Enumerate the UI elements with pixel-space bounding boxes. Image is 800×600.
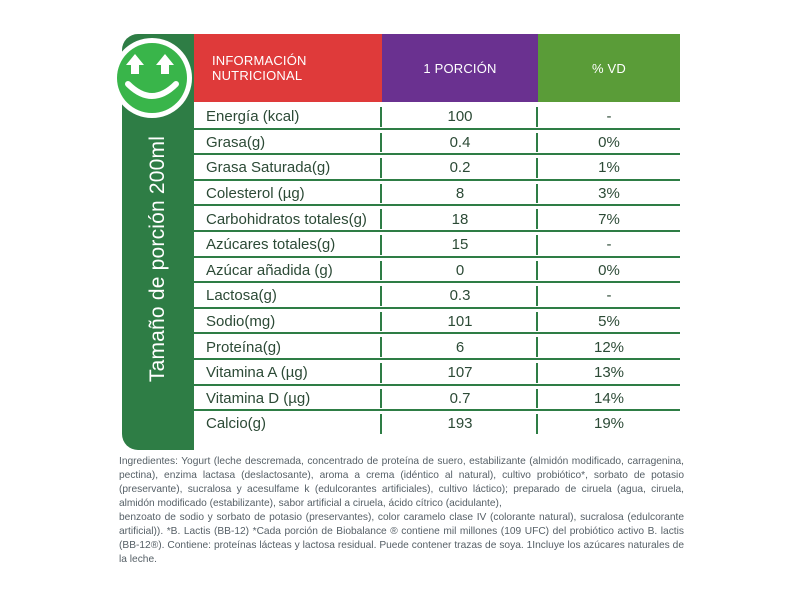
- ingredients-paragraph: Ingredientes: Yogurt (leche descremada, concentrado de proteína de suero, estabilizante (almidón modificado, carragenina, pectina), enzima lactasa (deslactosante), aroma a crema (idéntico al natural), cultivo probiótico*, sorbato de potasio (preservante), sucralosa y acesulfame k (edulcorantes artificiales), cultivo láctico); preparado de ciruela (agua, ciruela, almidón modificado (estabilizante), sabor artificial a ciruela, ácido cítrico (acidulante),: [119, 456, 684, 509]
- serving-size-label-wrap: [122, 135, 194, 383]
- table-row: [194, 386, 680, 412]
- nutrient-name: Azúcar añadida (g): [194, 258, 382, 284]
- table-header: [194, 34, 680, 102]
- daily-value: 1%: [598, 159, 620, 177]
- nutrient-name: Lactosa(g): [194, 283, 382, 309]
- table-row: [194, 309, 680, 335]
- table-row: [194, 283, 680, 309]
- portion-value: 0.3: [382, 283, 538, 309]
- table-row: [194, 155, 680, 181]
- nutrient-name: Proteína(g): [194, 334, 382, 360]
- portion-value: 0.2: [382, 155, 538, 181]
- nutrient-name: Grasa(g): [194, 130, 382, 156]
- portion-value: 15: [382, 232, 538, 258]
- portion-value: 0.7: [382, 386, 538, 412]
- portion-value: 193: [382, 411, 538, 437]
- nutrient-name: Vitamina D (µg): [194, 386, 382, 412]
- table-row: [194, 130, 680, 156]
- nutrient-name: Carbohidratos totales(g): [194, 206, 382, 232]
- daily-value: -: [606, 236, 612, 254]
- portion-value: 101: [382, 309, 538, 335]
- daily-value: 19%: [593, 415, 625, 433]
- daily-value: -: [606, 287, 612, 305]
- table-row: [194, 411, 680, 437]
- nutrient-name: Grasa Saturada(g): [194, 155, 382, 181]
- portion-value: 107: [382, 360, 538, 386]
- header-daily-value: % VD: [538, 34, 680, 102]
- nutrient-name: Vitamina A (µg): [194, 360, 382, 386]
- nutrient-name: Energía (kcal): [194, 104, 382, 130]
- portion-value: 18: [382, 206, 538, 232]
- header-nutrition-info: INFORMACIÓN NUTRICIONAL: [194, 34, 382, 102]
- nutrient-name: Colesterol (µg): [194, 181, 382, 207]
- ingredients-text: [119, 455, 684, 567]
- serving-size-label: Tamaño de porción 200ml: [146, 135, 169, 383]
- portion-value: 0: [382, 258, 538, 284]
- portion-value: 8: [382, 181, 538, 207]
- nutrient-name: Sodio(mg): [194, 309, 382, 335]
- table-row: [194, 181, 680, 207]
- daily-value: 0%: [598, 133, 620, 151]
- portion-value: 6: [382, 334, 538, 360]
- header-portion: 1 PORCIÓN: [382, 34, 538, 102]
- nutrition-table-body: [194, 104, 680, 437]
- daily-value: 3%: [598, 185, 620, 203]
- portion-value: 0.4: [382, 130, 538, 156]
- daily-value: 0%: [598, 261, 620, 279]
- table-row: [194, 104, 680, 130]
- portion-value: 100: [382, 104, 538, 130]
- daily-value: 12%: [593, 338, 625, 356]
- ingredients-paragraph: benzoato de sodio y sorbato de potasio (preservantes), color caramelo clase IV (colorante natural), sucralosa (edulcorante artificial)). *B. Lactis (BB-12) *Cada porción de Biobalance ® contiene mil millones (109 UFC) del probiótico activo B. lactis (BB-12®). Contiene: proteínas lácteas y lactosa residual. Puede contener trazas de soya. 1Incluye los azúcares naturales de la leche.: [119, 512, 684, 565]
- daily-value: 13%: [593, 364, 625, 382]
- nutrient-name: Calcio(g): [194, 411, 382, 437]
- smiley-face-icon: [108, 34, 196, 122]
- nutrient-name: Azúcares totales(g): [194, 232, 382, 258]
- daily-value: -: [606, 108, 612, 126]
- daily-value: 14%: [593, 389, 625, 407]
- daily-value: 7%: [598, 210, 620, 228]
- table-row: [194, 206, 680, 232]
- table-row: [194, 258, 680, 284]
- table-row: [194, 360, 680, 386]
- daily-value: 5%: [598, 313, 620, 331]
- table-row: [194, 232, 680, 258]
- table-row: [194, 334, 680, 360]
